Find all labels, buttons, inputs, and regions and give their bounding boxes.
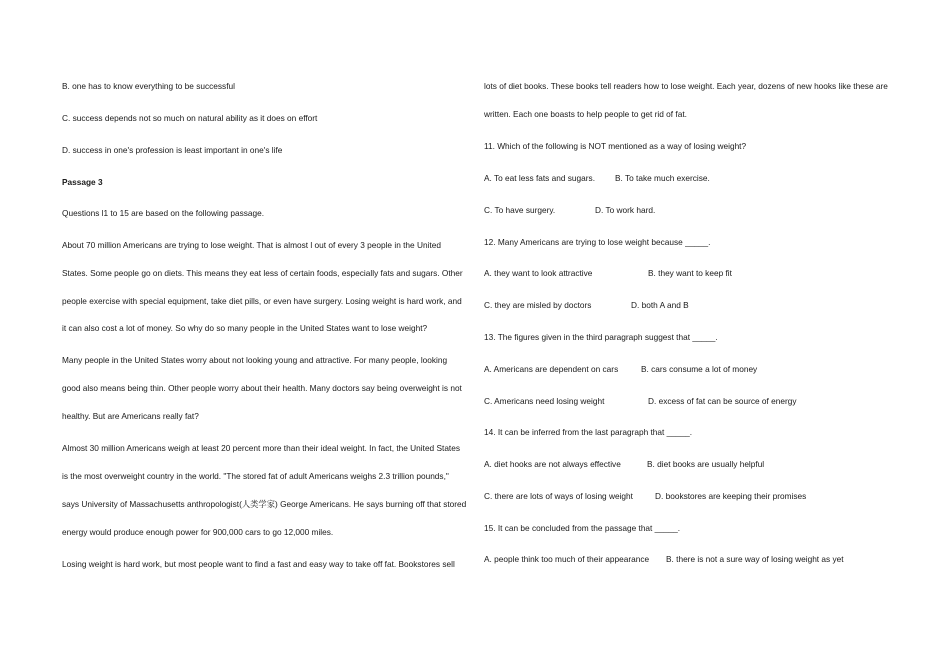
paragraph-line: good also means being thin. Other people worry about their health. Many doctors say being overweight is not [62, 383, 462, 393]
option-d: D. both A and B [631, 300, 689, 310]
option-d-prev: D. success in one's profession is least important in one's life [62, 145, 283, 155]
option-c: C. there are lots of ways of losing weight [484, 491, 633, 501]
question-11-stem: 11. Which of the following is NOT mentioned as a way of losing weight? [484, 141, 747, 151]
passage-heading: Passage 3 [62, 177, 103, 187]
option-d: D. excess of fat can be source of energy [648, 396, 797, 406]
question-14-stem: 14. It can be inferred from the last paragraph that _____. [484, 427, 693, 437]
paragraph-line: lots of diet books. These books tell readers how to lose weight. Each year, dozens of new hooks like these are [484, 81, 888, 91]
question-12-stem: 12. Many Americans are trying to lose weight because _____. [484, 237, 711, 247]
paragraph-line: it can also cost a lot of money. So why do so many people in the United States want to lose weight? [62, 323, 428, 333]
option-c: C. Americans need losing weight [484, 396, 605, 406]
option-b: B. they want to keep fit [648, 268, 732, 278]
option-b: B. cars consume a lot of money [641, 364, 758, 374]
option-b: B. diet books are usually helpful [647, 459, 765, 469]
option-b: B. there is not a sure way of losing weight as yet [666, 554, 844, 564]
option-d: D. bookstores are keeping their promises [655, 491, 807, 501]
option-a: A. Americans are dependent on cars [484, 364, 619, 374]
passage-intro: Questions l1 to 15 are based on the following passage. [62, 208, 265, 218]
paragraph-line: is the most overweight country in the world. "The stored fat of adult Americans weighs 2.3 trillion pounds," [62, 471, 449, 481]
question-15-stem: 15. It can be concluded from the passage that _____. [484, 523, 681, 533]
paragraph-line: people exercise with special equipment, take diet pills, or even have surgery. Losing weight is hard work, and [62, 296, 462, 306]
option-b-prev: B. one has to know everything to be successful [62, 81, 235, 91]
option-a: A. they want to look attractive [484, 268, 593, 278]
question-15-options-row [484, 553, 844, 601]
option-b: B. To take much exercise. [615, 173, 710, 183]
option-c: C. To have surgery. [484, 205, 556, 215]
paragraph-line: healthy. But are Americans really fat? [62, 411, 199, 421]
paragraph-line: Losing weight is hard work, but most people want to find a fast and easy way to take off fat. Bookstores sell [62, 559, 455, 569]
paragraph-line: Almost 30 million Americans weigh at least 20 percent more than their ideal weight. In fact, the United States [62, 443, 460, 453]
option-a: A. diet hooks are not always effective [484, 459, 621, 469]
paragraph-line: energy would produce enough power for 900,000 cars to go 12,000 miles. [62, 527, 334, 537]
paragraph-line: Many people in the United States worry about not looking young and attractive. For many people, looking [62, 355, 448, 365]
paragraph-line: States. Some people go on diets. This means they eat less of certain foods, especially fats and sugars. Other [62, 268, 463, 278]
paragraph-line: About 70 million Americans are trying to lose weight. That is almost l out of every 3 people in the United [62, 240, 441, 250]
option-d: D. To work hard. [595, 205, 656, 215]
question-13-stem: 13. The figures given in the third paragraph suggest that _____. [484, 332, 718, 342]
option-c: C. they are misled by doctors [484, 300, 592, 310]
option-c-prev: C. success depends not so much on natural ability as it does on effort [62, 113, 318, 123]
option-a: A. people think too much of their appearance [484, 554, 650, 564]
paragraph-line: written. Each one boasts to help people to get rid of fat. [484, 109, 687, 119]
paragraph-line: says University of Massachusetts anthropologist(人类学家) George Americans. He says burning off that stored [62, 499, 467, 509]
option-a: A. To eat less fats and sugars. [484, 173, 595, 183]
